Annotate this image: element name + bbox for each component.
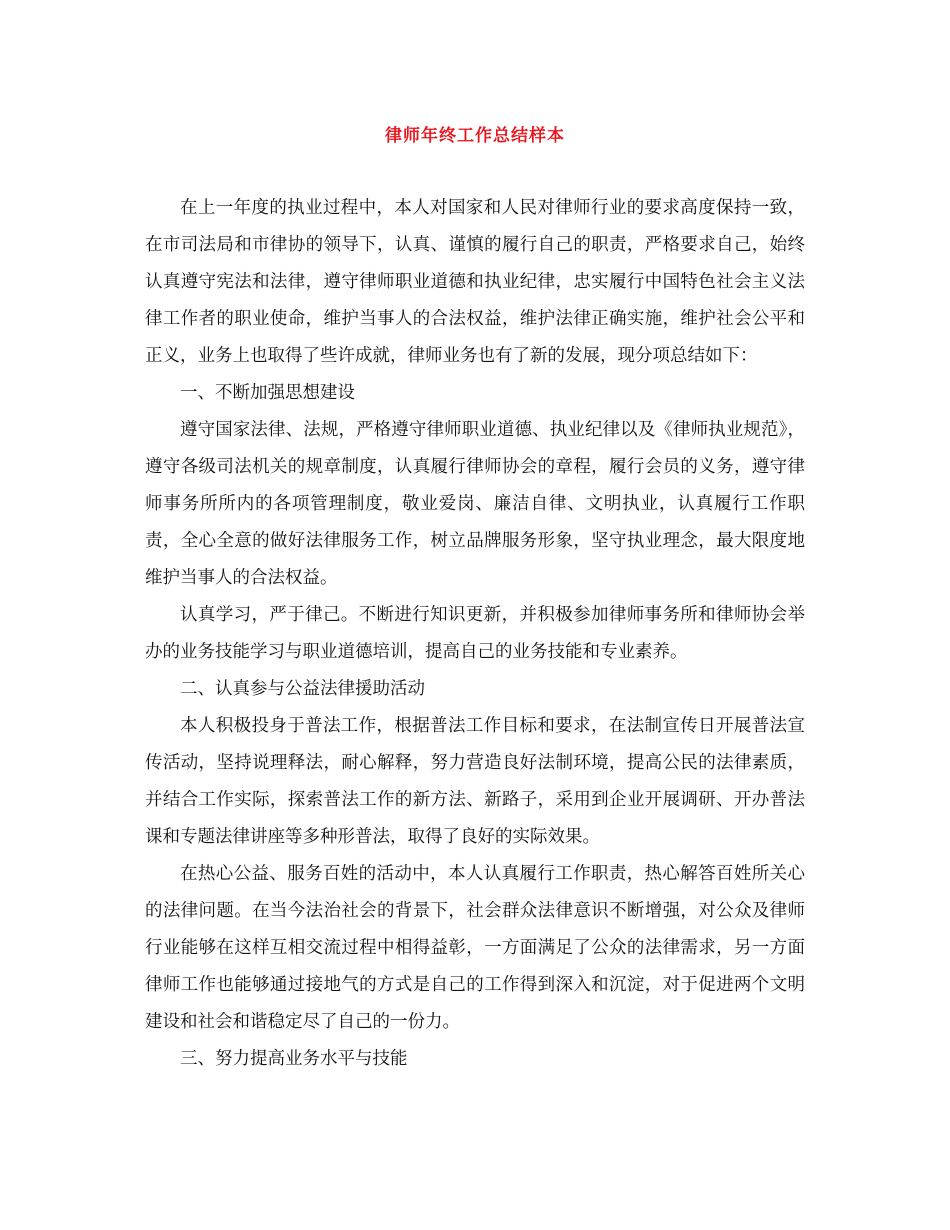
paragraph: 认真学习，严于律己。不断进行知识更新，并积极参加律师事务所和律师协会举办的业务技能学习与职业道德培训，提高自己的业务技能和专业素养。: [145, 605, 805, 662]
paragraph: 本人积极投身于普法工作，根据普法工作目标和要求，在法制宣传日开展普法宣传活动，坚持说理释法，耐心解释，努力营造良好法制环境，提高公民的法律素质，并结合工作实际，探索普法工作的新方法、新路子，采用到企业开展调研、开办普法课和专题法律讲座等多种形普法，取得了良好的实际效果。: [145, 716, 805, 847]
document-title: 律师年终工作总结样本: [385, 126, 565, 146]
document-body: [145, 190, 805, 1078]
intro-paragraph: 在上一年度的执业过程中，本人对国家和人民对律师行业的要求高度保持一致，在市司法局和市律协的领导下，认真、谨慎的履行自己的职责，严格要求自己，始终认真遵守宪法和法律，遵守律师职业道德和执业纪律，忠实履行中国特色社会主义法律工作者的职业使命，维护当事人的合法权益，维护法律正确实施，维护社会公平和正义，业务上也取得了些许成就，律师业务也有了新的发展，现分项总结如下：: [145, 198, 805, 366]
paragraph: 遵守国家法律、法规，严格遵守律师职业道德、执业纪律以及《律师执业规范》，遵守各级司法机关的规章制度，认真履行律师协会的章程，履行会员的义务，遵守律师事务所所内的各项管理制度，敬业爱岗、廉洁自律、文明执业，认真履行工作职责，全心全意的做好法律服务工作，树立品牌服务形象，坚守执业理念，最大限度地维护当事人的合法权益。: [145, 420, 805, 588]
paragraph: 在热心公益、服务百姓的活动中，本人认真履行工作职责，热心解答百姓所关心的法律问题。在当今法治社会的背景下，社会群众法律意识不断增强，对公众及律师行业能够在这样互相交流过程中相得益彰，一方面满足了公众的法律需求，另一方面律师工作也能够通过接地气的方式是自己的工作得到深入和沉淀，对于促进两个文明建设和社会和谐稳定尽了自己的一份力。: [145, 864, 805, 1032]
section-heading-2: 二、认真参与公益法律援助活动: [180, 679, 425, 699]
section-heading-1: 一、不断加强思想建设: [180, 383, 355, 403]
section-heading-3: 三、努力提高业务水平与技能: [180, 1049, 408, 1069]
